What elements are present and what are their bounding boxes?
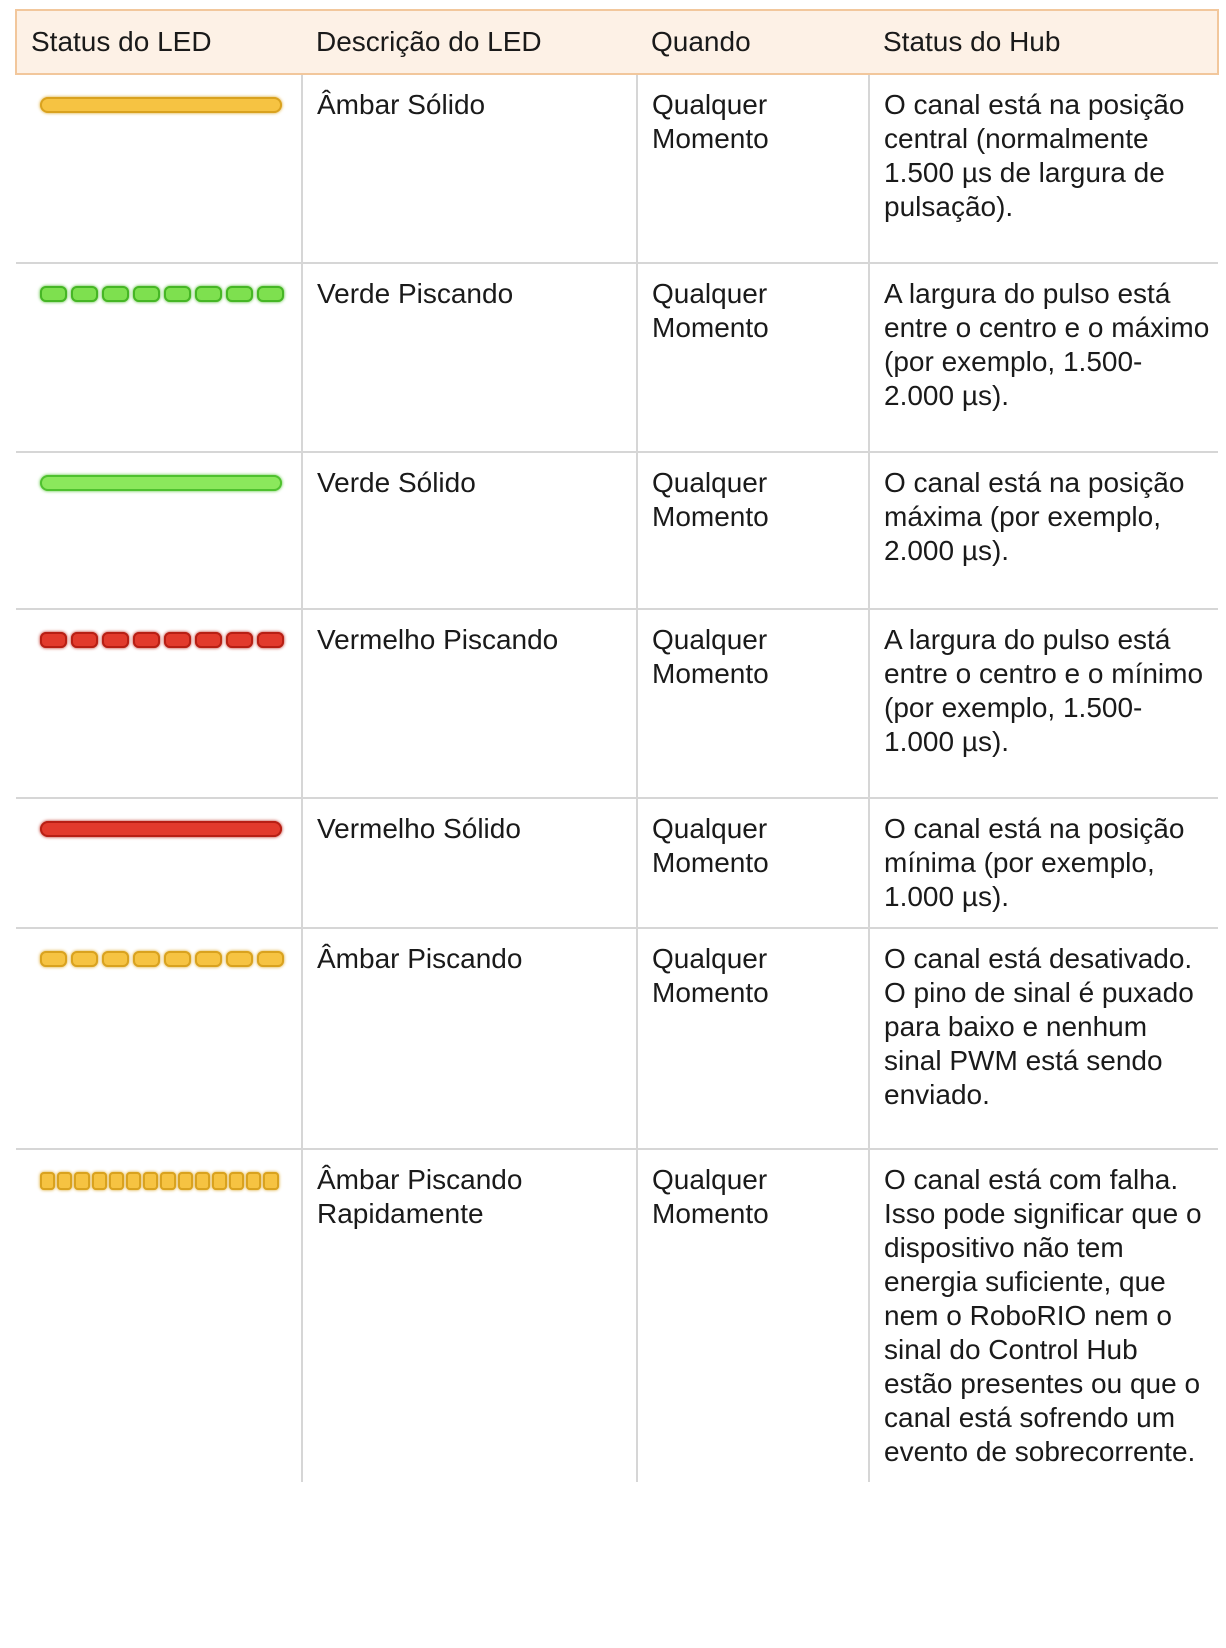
- led-dot: [178, 1172, 193, 1190]
- header-when: Quando: [637, 10, 869, 74]
- led-indicator-icon: [40, 97, 282, 113]
- when-cell: Qualquer Momento: [637, 1149, 869, 1482]
- led-cell: [16, 798, 302, 928]
- when-cell: Qualquer Momento: [637, 263, 869, 452]
- table-row: [16, 263, 1218, 452]
- led-dot: [102, 286, 129, 302]
- when-cell: Qualquer Momento: [637, 928, 869, 1149]
- led-dot: [226, 286, 253, 302]
- led-dot: [257, 951, 284, 967]
- hub-status-cell: O canal está na posição máxima (por exemplo, 2.000 µs).: [869, 452, 1218, 609]
- led-dot: [57, 1172, 72, 1190]
- led-dot: [109, 1172, 124, 1190]
- hub-status-cell: A largura do pulso está entre o centro e o mínimo (por exemplo, 1.500-1.000 µs).: [869, 609, 1218, 798]
- led-description: Vermelho Sólido: [302, 798, 637, 928]
- led-cell: [16, 452, 302, 609]
- header-led-description: Descrição do LED: [302, 10, 637, 74]
- led-dot: [226, 951, 253, 967]
- led-description: Vermelho Piscando: [302, 609, 637, 798]
- led-dot: [102, 951, 129, 967]
- led-status-table: [15, 9, 1219, 1482]
- led-indicator-icon: [40, 286, 301, 302]
- header-led-status: Status do LED: [16, 10, 302, 74]
- led-description: Âmbar Piscando Rapidamente: [302, 1149, 637, 1482]
- when-cell: Qualquer Momento: [637, 798, 869, 928]
- led-description: Verde Sólido: [302, 452, 637, 609]
- led-indicator-icon: [40, 821, 282, 837]
- led-dot: [40, 1172, 55, 1190]
- table-header: [16, 10, 1218, 74]
- led-dot: [246, 1172, 261, 1190]
- table-body: [16, 74, 1218, 1482]
- led-dot: [133, 951, 160, 967]
- led-cell: [16, 609, 302, 798]
- table-row: [16, 74, 1218, 263]
- led-dot: [195, 286, 222, 302]
- led-cell: [16, 1149, 302, 1482]
- led-dot: [195, 951, 222, 967]
- led-indicator-icon: [40, 475, 282, 491]
- led-dot: [143, 1172, 158, 1190]
- table-row: [16, 1149, 1218, 1482]
- led-dot: [257, 286, 284, 302]
- led-dot: [40, 632, 67, 648]
- led-indicator-icon: [40, 1172, 301, 1190]
- led-indicator-icon: [40, 951, 301, 967]
- led-dot: [160, 1172, 175, 1190]
- led-dot: [133, 632, 160, 648]
- led-cell: [16, 263, 302, 452]
- led-dot: [133, 286, 160, 302]
- led-dot: [71, 286, 98, 302]
- led-dot: [229, 1172, 244, 1190]
- led-dot: [71, 632, 98, 648]
- led-indicator-icon: [40, 632, 301, 648]
- led-dot: [40, 951, 67, 967]
- led-dot: [263, 1172, 278, 1190]
- led-dot: [257, 632, 284, 648]
- led-description: Âmbar Piscando: [302, 928, 637, 1149]
- when-cell: Qualquer Momento: [637, 452, 869, 609]
- led-dot: [71, 951, 98, 967]
- led-cell: [16, 928, 302, 1149]
- led-dot: [74, 1172, 89, 1190]
- header-row: [16, 10, 1218, 74]
- table-row: [16, 798, 1218, 928]
- led-dot: [92, 1172, 107, 1190]
- led-description: Verde Piscando: [302, 263, 637, 452]
- hub-status-cell: O canal está na posição mínima (por exemplo, 1.000 µs).: [869, 798, 1218, 928]
- led-dot: [126, 1172, 141, 1190]
- led-dot: [195, 632, 222, 648]
- table-row: [16, 452, 1218, 609]
- led-dot: [164, 632, 191, 648]
- led-dot: [40, 286, 67, 302]
- hub-status-cell: A largura do pulso está entre o centro e o máximo (por exemplo, 1.500-2.000 µs).: [869, 263, 1218, 452]
- header-hub-status: Status do Hub: [869, 10, 1218, 74]
- led-cell: [16, 74, 302, 263]
- led-dot: [164, 286, 191, 302]
- table-row: [16, 609, 1218, 798]
- led-description: Âmbar Sólido: [302, 74, 637, 263]
- led-dot: [212, 1172, 227, 1190]
- led-dot: [195, 1172, 210, 1190]
- led-dot: [164, 951, 191, 967]
- hub-status-cell: O canal está desativado. O pino de sinal é puxado para baixo e nenhum sinal PWM está sendo enviado.: [869, 928, 1218, 1149]
- when-cell: Qualquer Momento: [637, 74, 869, 263]
- hub-status-cell: O canal está com falha. Isso pode significar que o dispositivo não tem energia suficiente, que nem o RoboRIO nem o sinal do Control Hub estão presentes ou que o canal está sofrendo um evento de sobrecorrente.: [869, 1149, 1218, 1482]
- hub-status-cell: O canal está na posição central (normalmente 1.500 µs de largura de pulsação).: [869, 74, 1218, 263]
- led-dot: [102, 632, 129, 648]
- when-cell: Qualquer Momento: [637, 609, 869, 798]
- led-dot: [226, 632, 253, 648]
- table-row: [16, 928, 1218, 1149]
